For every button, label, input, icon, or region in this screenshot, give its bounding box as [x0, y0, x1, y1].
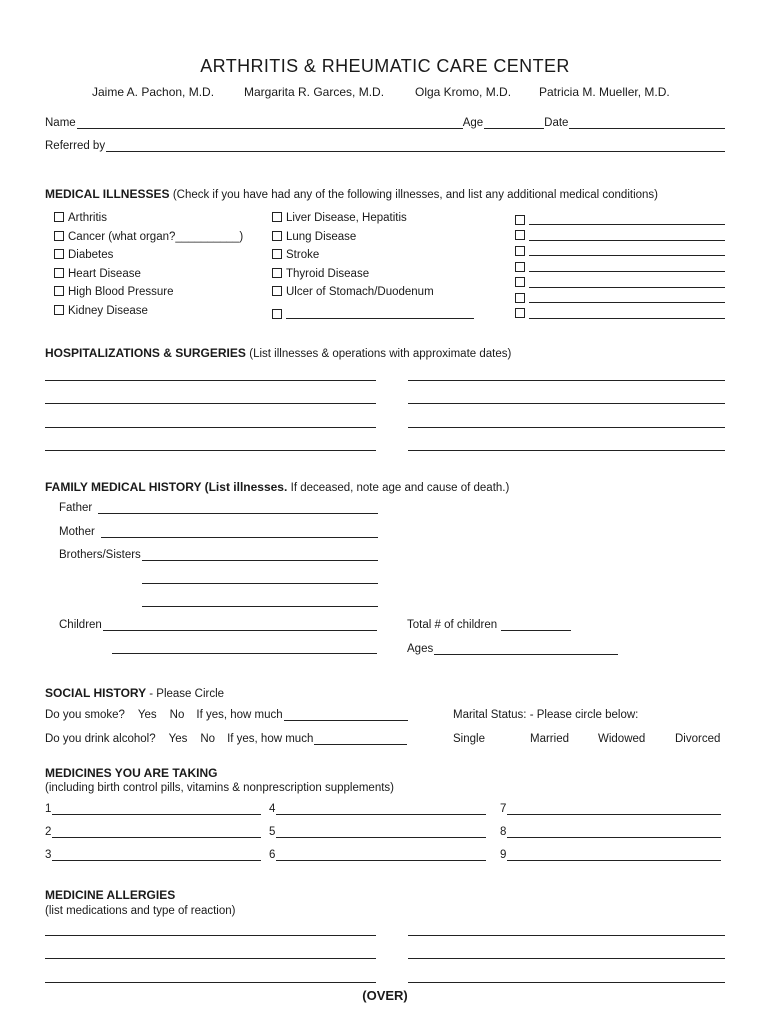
father-row [59, 502, 378, 514]
illness-col-2 [272, 212, 474, 323]
checkbox[interactable] [515, 293, 525, 303]
illness-other[interactable] [515, 290, 725, 306]
allergies-title: MEDICINE ALLERGIES [45, 888, 176, 902]
hospitalizations-title: HOSPITALIZATIONS & SURGERIES [45, 346, 246, 360]
checkbox[interactable] [515, 246, 525, 256]
total-children-field[interactable] [501, 621, 571, 631]
illness-item[interactable]: Cancer (what organ?__________) [54, 231, 243, 250]
other-illness-field[interactable] [529, 277, 725, 288]
social-title: SOCIAL HISTORY [45, 686, 146, 700]
hospitalizations-note: (List illnesses & operations with approximate dates) [249, 348, 512, 360]
total-children-row [407, 619, 571, 631]
allergies-note: (list medications and type of reaction) [45, 905, 236, 917]
other-illness-field[interactable] [286, 308, 474, 319]
medicine-number: 6 [269, 849, 276, 861]
doctor-name: Jaime A. Pachon, M.D. [92, 85, 215, 99]
illness-item[interactable]: Liver Disease, Hepatitis [272, 212, 474, 231]
medicine-field[interactable] [52, 851, 261, 861]
siblings-line[interactable] [142, 583, 378, 584]
patient-info-row [45, 117, 725, 129]
illness-other[interactable] [515, 259, 725, 275]
smoke-question: Do you smoke? [45, 709, 125, 721]
medicine-number: 1 [45, 803, 52, 815]
allergy-line[interactable] [45, 982, 376, 983]
date-label: Date [544, 117, 569, 129]
hospitalization-line[interactable] [408, 427, 725, 428]
illness-col-3 [515, 212, 725, 321]
marital-single[interactable]: Single [453, 733, 485, 745]
other-illness-field[interactable] [529, 261, 725, 272]
referred-field[interactable] [106, 142, 725, 152]
checkbox[interactable] [272, 309, 282, 319]
medicines-title: MEDICINES YOU ARE TAKING [45, 766, 218, 780]
hospitalization-line[interactable] [408, 380, 725, 381]
smoke-no[interactable]: No [169, 709, 185, 721]
illness-other[interactable] [515, 243, 725, 259]
illness-other[interactable] [272, 305, 474, 324]
doctor-name: Olga Kromo, M.D. [415, 85, 512, 99]
children-field[interactable] [103, 621, 377, 631]
medicine-row [500, 826, 721, 838]
other-illness-field[interactable] [529, 292, 725, 303]
medicine-number: 3 [45, 849, 52, 861]
checkbox[interactable] [515, 262, 525, 272]
other-illness-field[interactable] [529, 308, 725, 319]
hospitalization-line[interactable] [408, 403, 725, 404]
hospitalization-line[interactable] [45, 427, 376, 428]
hospitalization-line[interactable] [408, 450, 725, 451]
mother-row [59, 526, 378, 538]
medicine-number: 5 [269, 826, 276, 838]
father-field[interactable] [98, 504, 378, 514]
doctor-name: Margarita R. Garces, M.D. [244, 85, 385, 99]
allergy-line[interactable] [408, 935, 725, 936]
age-label: Age [462, 117, 484, 129]
illness-item[interactable]: Ulcer of Stomach/Duodenum [272, 286, 474, 305]
drink-how-much-label: If yes, how much [227, 733, 314, 745]
total-children-label: Total # of children [407, 619, 498, 631]
checkbox[interactable] [54, 249, 64, 259]
siblings-field[interactable] [142, 551, 378, 561]
illnesses-note: (Check if you have had any of the following illnesses, and list any additional medical conditions) [172, 189, 659, 201]
illness-other[interactable] [515, 274, 725, 290]
over-label: (OVER) [362, 988, 408, 1003]
medicine-field[interactable] [276, 805, 486, 815]
siblings-line[interactable] [142, 606, 378, 607]
checkbox[interactable] [515, 277, 525, 287]
illness-item[interactable]: Lung Disease [272, 231, 474, 250]
medicine-field[interactable] [507, 828, 721, 838]
illness-col-1 [54, 212, 243, 323]
smoke-how-much-field[interactable] [284, 711, 408, 721]
smoke-yes[interactable]: Yes [137, 709, 157, 721]
ages-field[interactable] [434, 645, 618, 655]
illness-other[interactable] [515, 212, 725, 228]
drink-no[interactable]: No [200, 733, 216, 745]
checkbox[interactable] [515, 308, 525, 318]
illness-item[interactable]: Heart Disease [54, 268, 243, 287]
illness-item[interactable]: Diabetes [54, 249, 243, 268]
illness-other[interactable] [515, 228, 725, 244]
checkbox[interactable] [54, 305, 64, 315]
illnesses-title: MEDICAL ILLNESSES [45, 187, 170, 201]
medicine-row [269, 826, 486, 838]
medicine-field[interactable] [276, 851, 486, 861]
medicine-field[interactable] [507, 805, 721, 815]
medicine-field[interactable] [52, 805, 261, 815]
checkbox[interactable] [54, 212, 64, 222]
social-note: - Please Circle [149, 688, 225, 700]
medicine-row [45, 803, 261, 815]
medicine-row [500, 849, 721, 861]
medicine-number: 7 [500, 803, 507, 815]
mother-field[interactable] [101, 528, 378, 538]
medicine-row [45, 849, 261, 861]
children-label: Children [59, 619, 102, 631]
children-row [59, 619, 377, 631]
checkbox[interactable] [515, 215, 525, 225]
family-bold-note: (List illnesses. [204, 480, 288, 494]
illness-item[interactable]: Thyroid Disease [272, 268, 474, 287]
hospitalization-line[interactable] [45, 403, 376, 404]
marital-divorced[interactable]: Divorced [675, 733, 721, 745]
siblings-row [59, 549, 378, 561]
doctor-name: Patricia M. Mueller, M.D. [539, 85, 670, 99]
medicine-field[interactable] [52, 828, 261, 838]
marital-widowed[interactable]: Widowed [598, 733, 646, 745]
hospitalization-line[interactable] [45, 450, 376, 451]
marital-married[interactable]: Married [530, 733, 569, 745]
medicines-note: (including birth control pills, vitamins & nonprescription supplements) [45, 782, 394, 794]
drink-row [45, 733, 407, 745]
age-field[interactable] [484, 119, 544, 129]
other-illness-field[interactable] [529, 230, 725, 241]
drink-how-much-field[interactable] [314, 735, 407, 745]
marital-label: Marital Status: - Please circle below: [453, 709, 639, 721]
checkbox[interactable] [54, 268, 64, 278]
drink-question: Do you drink alcohol? [45, 733, 156, 745]
medicine-field[interactable] [507, 851, 721, 861]
illness-other[interactable] [515, 306, 725, 322]
date-field[interactable] [569, 119, 725, 129]
allergy-line[interactable] [408, 982, 725, 983]
siblings-label: Brothers/Sisters [59, 549, 141, 561]
hospitalization-line[interactable] [45, 380, 376, 381]
medicine-number: 8 [500, 826, 507, 838]
other-illness-field[interactable] [529, 214, 725, 225]
smoke-row [45, 709, 408, 721]
checkbox[interactable] [54, 231, 64, 241]
illness-item[interactable]: High Blood Pressure [54, 286, 243, 305]
mother-label: Mother [59, 526, 95, 538]
medicine-number: 2 [45, 826, 52, 838]
checkbox[interactable] [515, 230, 525, 240]
family-header [45, 480, 509, 494]
medicine-row [45, 826, 261, 838]
form-title: ARTHRITIS & RHEUMATIC CARE CENTER [200, 56, 570, 76]
ages-row [407, 643, 618, 655]
checkbox[interactable] [272, 268, 282, 278]
other-illness-field[interactable] [529, 245, 725, 256]
family-title: FAMILY MEDICAL HISTORY [45, 480, 202, 494]
medicine-row [269, 803, 486, 815]
checkbox[interactable] [272, 212, 282, 222]
referred-row [45, 140, 725, 152]
checkbox[interactable] [272, 231, 282, 241]
children-line[interactable] [112, 653, 377, 654]
father-label: Father [59, 502, 93, 514]
smoke-how-much-label: If yes, how much [196, 709, 283, 721]
drink-yes[interactable]: Yes [168, 733, 188, 745]
family-note: If deceased, note age and cause of death.) [290, 482, 510, 494]
allergy-line[interactable] [45, 958, 376, 959]
referred-label: Referred by [45, 140, 106, 152]
illness-item[interactable]: Arthritis [54, 212, 243, 231]
checkbox[interactable] [272, 249, 282, 259]
allergy-line[interactable] [45, 935, 376, 936]
illness-item[interactable]: Stroke [272, 249, 474, 268]
medicine-row [500, 803, 721, 815]
checkbox[interactable] [54, 286, 64, 296]
hospitalizations-header [45, 346, 511, 360]
ages-label: Ages [407, 643, 434, 655]
illness-item[interactable]: Kidney Disease [54, 305, 243, 324]
allergy-line[interactable] [408, 958, 725, 959]
medicine-number: 9 [500, 849, 507, 861]
name-field[interactable] [77, 119, 463, 129]
social-header [45, 686, 224, 700]
illnesses-header [45, 187, 658, 201]
medicine-row [269, 849, 486, 861]
checkbox[interactable] [272, 286, 282, 296]
medicine-field[interactable] [276, 828, 486, 838]
medicine-number: 4 [269, 803, 276, 815]
name-label: Name [45, 117, 76, 129]
